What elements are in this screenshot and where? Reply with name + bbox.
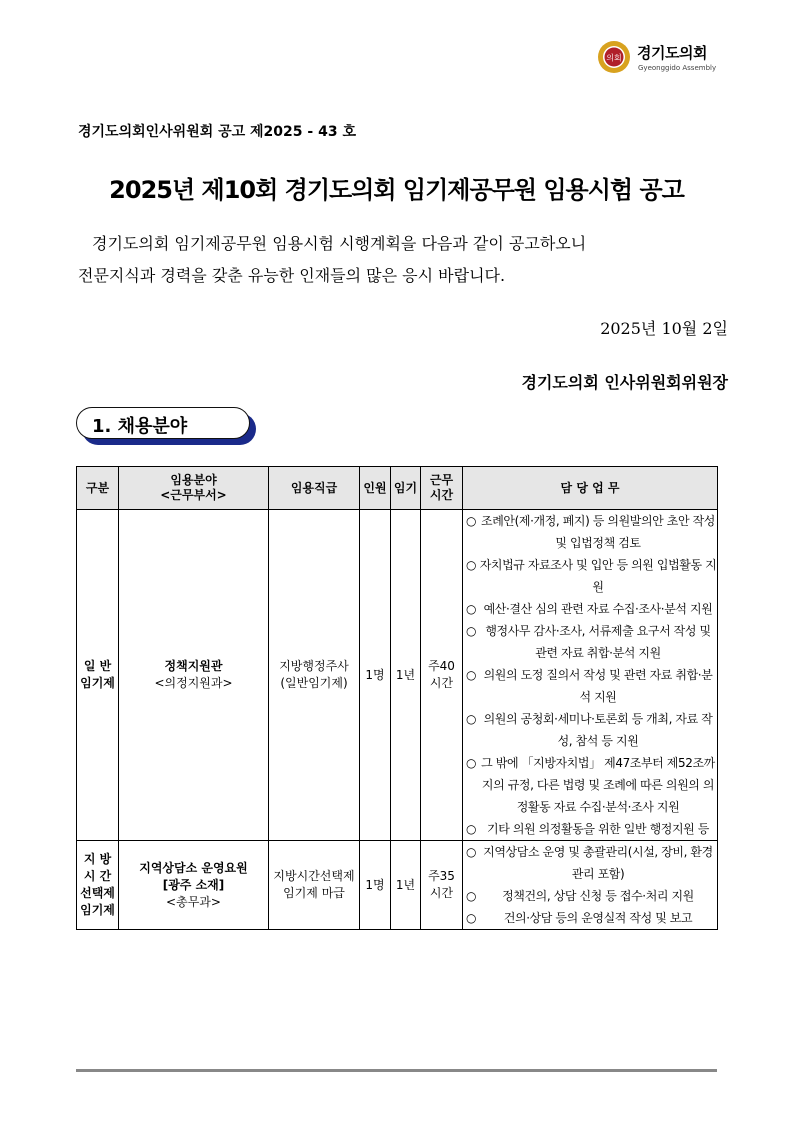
row1-hours (421, 510, 463, 841)
row1-hours-line2: 시간 (429, 676, 454, 690)
row2-hours-line2: 시간 (429, 886, 454, 900)
header-hours (421, 467, 463, 510)
duty-item (463, 554, 717, 598)
intro-paragraph (78, 228, 728, 292)
duty-text: 예산·결산 심의 관련 자료 수집·조사·분석 지원 (483, 602, 713, 616)
logo-subtitle: Gyeonggido Assembly (638, 64, 717, 72)
footer-divider (76, 1069, 717, 1072)
row1-field (119, 510, 269, 841)
row2-department: <총무과> (166, 894, 221, 909)
header-hours-line1: 근무 (429, 473, 454, 487)
row2-count: 1명 (360, 841, 391, 930)
header-field-line2: <근무부서> (160, 488, 227, 502)
duty-bullet: ○ (465, 624, 477, 638)
header-category: 구분 (77, 467, 119, 510)
header-term: 임기 (391, 467, 421, 510)
recruitment-table (76, 466, 718, 930)
duty-item (463, 752, 717, 818)
row1-term: 1년 (391, 510, 421, 841)
duty-text: 정책건의, 상담 신청 등 접수·처리 지원 (502, 889, 694, 903)
emblem-text: 의회 (606, 53, 622, 63)
logo-name: 경기도의회 (637, 44, 707, 62)
header-field (119, 467, 269, 510)
duty-item (463, 510, 717, 554)
row2-category-line2: 시 간 (83, 869, 112, 883)
duty-bullet: ○ (465, 558, 477, 572)
row1-category (77, 510, 119, 841)
duty-bullet: ○ (465, 911, 477, 925)
duty-bullet: ○ (465, 889, 477, 903)
row2-field-location: [광주 소재] (162, 877, 225, 892)
duty-bullet: ○ (465, 668, 477, 682)
duty-item (463, 841, 717, 885)
duty-item (463, 818, 717, 840)
issuer-name: 경기도의회 인사위원회위원장 (521, 373, 728, 392)
row2-duties (463, 841, 718, 930)
duty-bullet: ○ (465, 822, 477, 836)
header-grade: 임용직급 (269, 467, 360, 510)
row2-category-line3: 선택제 (80, 886, 115, 900)
row1-duties (463, 510, 718, 841)
duty-item (463, 885, 717, 907)
notice-number: 경기도의회인사위원회 공고 제2025 - 43 호 (78, 124, 356, 140)
duty-text: 기타 의원 의정활동을 위한 일반 행정지원 등 (487, 822, 709, 836)
page-title: 2025년 제10회 경기도의회 임기제공무원 임용시험 공고 (109, 176, 684, 204)
row2-grade (269, 841, 360, 930)
header-hours-line2: 시간 (429, 488, 454, 502)
duty-item (463, 598, 717, 620)
row2-hours (421, 841, 463, 930)
row1-hours-line1: 주40 (428, 659, 455, 673)
duty-item (463, 708, 717, 752)
section-heading-label: 1. 채용분야 (92, 416, 188, 437)
duty-item (463, 907, 717, 929)
table-header-row (77, 467, 718, 510)
row1-category-line2: 임기제 (80, 676, 115, 690)
row2-category-line4: 임기제 (80, 903, 115, 917)
duty-bullet: ○ (465, 712, 477, 726)
table-row (77, 841, 718, 930)
row1-grade-line1: 지방행정주사 (279, 659, 349, 673)
row2-category (77, 841, 119, 930)
duty-item (463, 620, 717, 664)
duty-bullet: ○ (465, 845, 477, 859)
row2-grade-line2: 임기제 마급 (283, 886, 345, 900)
notice-date: 2025년 10월 2일 (600, 319, 728, 338)
assembly-logo (597, 38, 725, 82)
duty-text: 의원의 도정 질의서 작성 및 관련 자료 취합·분석 지원 (483, 668, 713, 704)
table-row (77, 510, 718, 841)
intro-line-1: 경기도의회 임기제공무원 임용시험 시행계획을 다음과 같이 공고하오니 (92, 234, 587, 253)
row2-term: 1년 (391, 841, 421, 930)
duty-text: 조례안(제·개정, 폐지) 등 의원발의안 초안 작성 및 입법정책 검토 (481, 514, 715, 550)
duty-text: 행정사무 감사·조사, 서류제출 요구서 작성 및 관련 자료 취합·분석 지원 (485, 624, 711, 660)
row1-grade-line2: (일반임기제) (280, 676, 348, 690)
duty-bullet: ○ (465, 602, 477, 616)
header-count: 인원 (360, 467, 391, 510)
row1-field-name: 정책지원관 (164, 659, 223, 673)
row1-department: <의정지원과> (154, 676, 233, 690)
header-duties: 담 당 업 무 (463, 467, 718, 510)
header-field-line1: 임용분야 (170, 473, 217, 487)
row2-field (119, 841, 269, 930)
row2-field-name: 지역상담소 운영요원 (139, 860, 248, 875)
section-heading (76, 407, 256, 445)
duty-text: 자치법규 자료조사 및 입안 등 의원 입법활동 지원 (479, 558, 717, 594)
duty-text: 지역상담소 운영 및 총괄관리(시설, 장비, 환경관리 포함) (483, 845, 713, 881)
duty-text: 의원의 공청회·세미나·토론회 등 개최, 자료 작성, 참석 등 지원 (483, 712, 713, 748)
row2-category-line1: 지 방 (83, 852, 112, 866)
duty-item (463, 664, 717, 708)
duty-text: 건의·상담 등의 운영실적 작성 및 보고 (503, 911, 693, 925)
row1-count: 1명 (360, 510, 391, 841)
assembly-emblem-icon (597, 40, 631, 74)
duty-bullet: ○ (465, 756, 477, 770)
row2-grade-line1: 지방시간선택제 (273, 869, 355, 883)
duty-text: 그 밖에 「지방자치법」 제47조부터 제52조까지의 규정, 다른 법령 및 조례에 따른 의원의 의정활동 자료 수집·분석·조사 지원 (481, 756, 715, 814)
row1-category-line1: 일 반 (83, 659, 112, 673)
intro-line-2: 전문지식과 경력을 갖춘 유능한 인재들의 많은 응시 바랍니다. (78, 266, 506, 285)
row1-grade (269, 510, 360, 841)
row2-hours-line1: 주35 (428, 869, 455, 883)
duty-bullet: ○ (465, 514, 477, 528)
